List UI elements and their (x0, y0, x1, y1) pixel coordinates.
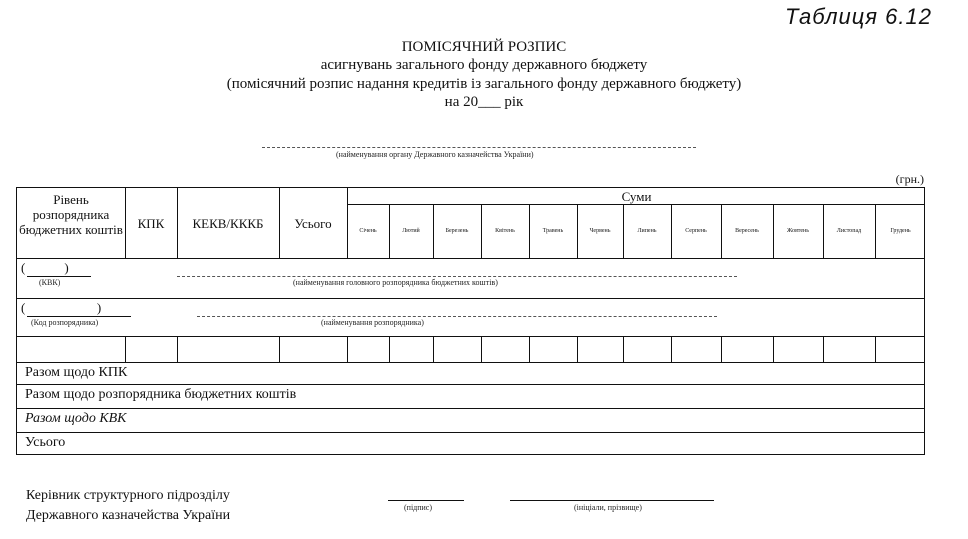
summary-by-manager: Разом щодо розпорядника бюджетних коштів (25, 387, 297, 402)
month-8: Серпень (685, 228, 707, 234)
header-total: Усього (294, 216, 332, 231)
allocation-table (16, 187, 925, 455)
kvk-code-caption: (КВК) (39, 278, 61, 287)
month-4: Квітень (495, 228, 515, 234)
month-6: Червень (589, 228, 611, 234)
manager-name-line (197, 316, 717, 317)
header-level: Рівень розпорядника бюджетних коштів (19, 192, 123, 237)
month-7: Липень (637, 228, 657, 234)
manager-name-caption: (найменування розпорядника) (321, 318, 424, 327)
table-number: Таблиця 6.12 (785, 4, 932, 29)
month-3: Березень (445, 228, 469, 234)
name-line (510, 500, 714, 501)
month-10: Жовтень (787, 228, 809, 234)
header-kekv: КЕКВ/КККБ (192, 216, 264, 231)
month-5: Травень (542, 228, 564, 234)
month-11: Листопад (836, 228, 862, 234)
kvk-name-caption: (найменування головного розпорядника бюджетних коштів) (293, 278, 498, 287)
header-sums: Суми (621, 189, 652, 204)
signature-line (388, 500, 464, 501)
treasury-name-line (262, 147, 696, 148)
summary-total: Усього (25, 435, 66, 450)
footer-position-2: Державного казначейства України (26, 508, 231, 523)
manager-code-caption: (Код розпорядника) (31, 318, 99, 327)
name-caption: (ініціали, прізвище) (574, 503, 642, 512)
form-title: ПОМІСЯЧНИЙ РОЗПИС (401, 39, 567, 55)
month-12: Грудень (890, 228, 911, 234)
form-subtitle-credits: (помісячний розпис надання кредитів із загального фонду державного бюджету) (226, 76, 742, 92)
currency-unit: (грн.) (895, 172, 924, 186)
treasury-caption: (найменування органу Державного казначейства України) (336, 150, 534, 159)
summary-by-kvk: Разом щодо КВК (25, 411, 127, 426)
form-year: на 20___ рік (444, 94, 524, 110)
month-9: Вересень (735, 228, 759, 234)
month-1: Січень (359, 228, 377, 234)
header-kpk: КПК (137, 216, 165, 231)
form-subtitle: асигнувань загального фонду державного бюджету (320, 57, 648, 73)
footer-position-1: Керівник структурного підрозділу (26, 488, 230, 503)
signature-caption: (підпис) (404, 503, 433, 512)
manager-paren: ( ) (21, 300, 102, 315)
month-2: Лютий (402, 228, 420, 234)
kvk-name-line (177, 276, 737, 277)
manager-code-line (27, 316, 131, 317)
summary-by-kpk: Разом щодо КПК (25, 365, 128, 380)
kvk-paren: ( ) (21, 260, 69, 275)
kvk-code-line (27, 276, 91, 277)
